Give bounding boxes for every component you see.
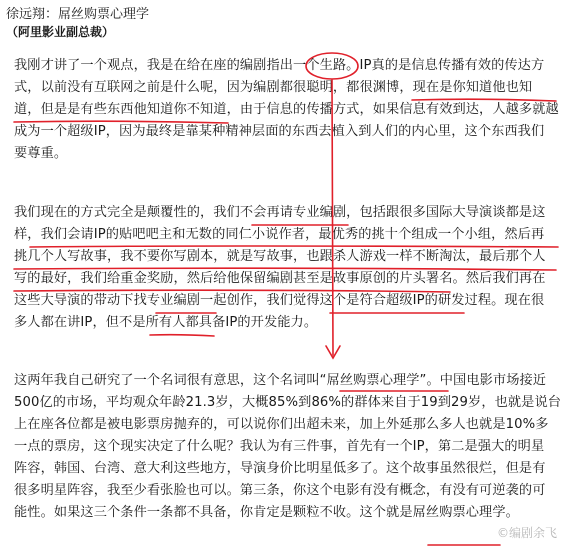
text-line: 我刚才讲了一个观点，我是在给在座的编剧指出一个生路。IP真的是信息传播有效的传达方 (14, 58, 545, 73)
paragraph-3 (14, 370, 562, 524)
text-line: 这些大导演的带动下找专业编剧一起创作，我们觉得这个是符合超级IP的研发过程。现在很 (14, 293, 545, 308)
watermark: ©编剧余飞 (496, 526, 557, 540)
text-line: 道，但是是有些东西他知道你不知道，由于信息的传播方式，如果信息有效到达，人越多就越 (14, 102, 559, 117)
article-header (6, 6, 149, 40)
speaker-title: 徐远翔：屌丝购票心理学 (6, 7, 150, 22)
text-line: 写的最好，我们给重金奖励，然后给他保留编剧甚至是故事原创的片头署名。然后我们再在 (14, 271, 546, 286)
text-line: 阵容，韩国、台湾、意大利这些地方，导演身价比明星低多了。这个故事虽然很烂，但是有 (14, 461, 546, 476)
text-line: 要尊重。 (14, 146, 68, 161)
speaker-role: （阿里影业副总裁） (6, 25, 115, 39)
paragraph-1 (14, 55, 559, 165)
text-line: 500亿的市场，平均观众年龄21.3岁，大概85%到86%的群体来自于19到29岁，也就是说台 (14, 395, 562, 410)
text-line: 一点的票房，这个现实决定了什么呢？我认为有三件事，首先有一个IP，第二是强大的明星 (14, 439, 545, 454)
text-line: 式，以前没有互联网之前是什么呢，因为编剧都很聪明，都很渊博，现在是你知道他也知 (14, 80, 533, 95)
text-line: 成为一个超级IP，因为最终是靠某种精神层面的东西去植入到人们的内心里，这个东西我们 (14, 124, 545, 139)
text-line: 样，我们会请IP的贴吧吧主和无数的同仁小说作者，最优秀的挑十个组成一个小组，然后再 (14, 227, 545, 242)
arrow-head-annotation (326, 346, 340, 358)
text-line: 我们现在的方式完全是颠覆性的，我们不会再请专业编剧，包括跟很多国际大导演谈都是这 (14, 205, 546, 220)
text-line: 挑几个人写故事，我不要你写剧本，就是写故事，也跟杀人游戏一样不断淘汰，最后那个人 (14, 249, 546, 264)
text-line: 上在座各位都是被电影票房抛弃的，可以说你们出超未来，加上外延那么多人也就是10%多 (14, 417, 549, 432)
text-line: 这两年我自己研究了一个名词很有意思，这个名词叫“屌丝购票心理学”。中国电影市场接近 (14, 373, 547, 388)
text-line: 多人都在讲IP，但不是所有人都具备IP的开发能力。 (14, 315, 318, 330)
text-line: 能性。如果这三个条件一条都不具备，你肯定是颗粒不收。这个就是屌丝购票心理学。 (14, 505, 519, 520)
underline-annotation (150, 335, 214, 336)
paragraph-2 (14, 202, 554, 334)
text-line: 很多明星阵容，我至少看张脸也可以。第三条，你这个电影有没有概念，有没有可逆袭的可 (14, 483, 546, 498)
